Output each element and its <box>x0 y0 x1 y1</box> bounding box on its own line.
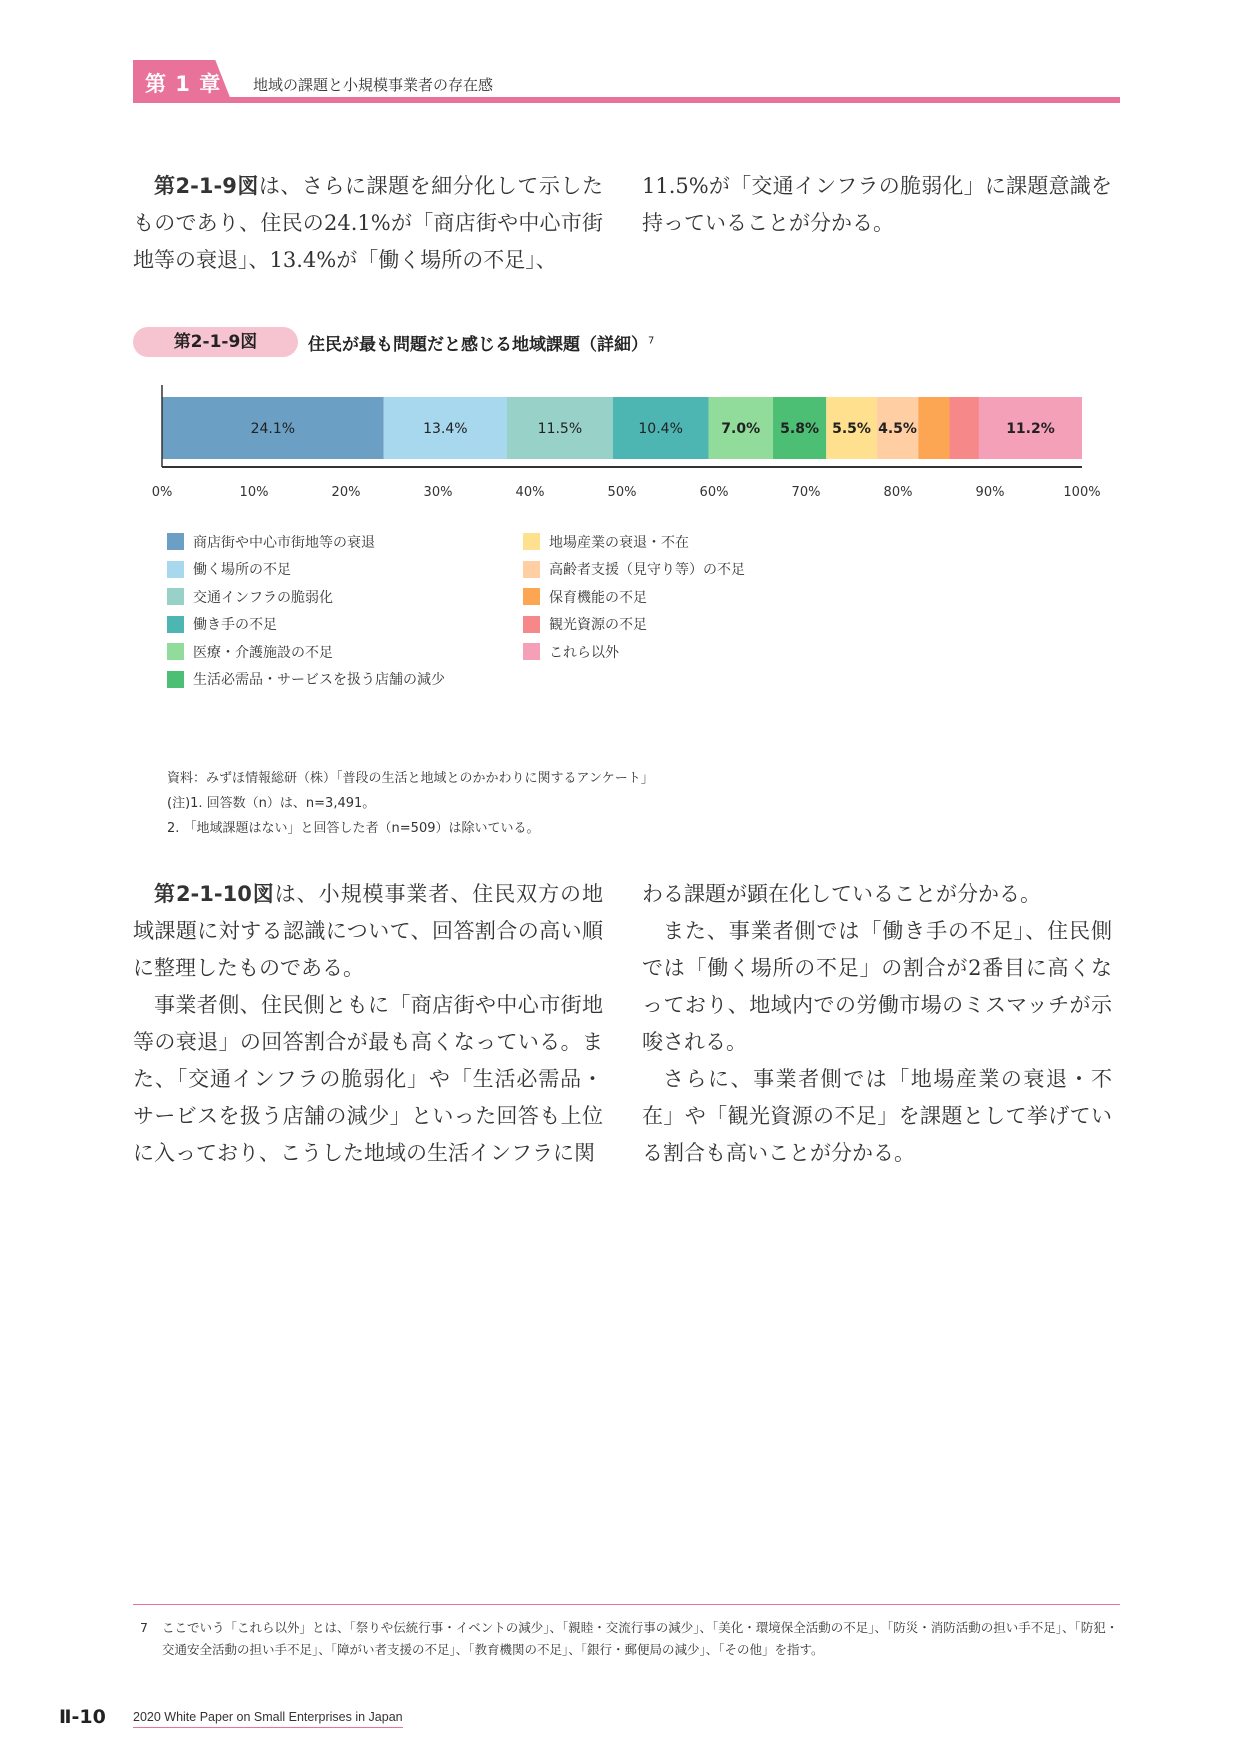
x-tick-label: 50% <box>607 485 637 500</box>
bar-segment-label-6: 5.8% <box>780 421 819 437</box>
legend-item <box>167 638 445 666</box>
legend-swatch <box>523 533 540 550</box>
x-tick-label: 40% <box>515 485 545 500</box>
legend-swatch <box>167 616 184 633</box>
legend-label: 働き手の不足 <box>193 617 277 634</box>
body-right-p2: さらに、事業者側では「地場産業の衰退・不在」や「観光資源の不足」を課題として挙げている割合も高いことが分かる。 <box>642 1067 1112 1165</box>
x-tick-label: 70% <box>791 485 821 500</box>
x-tick-label: 20% <box>331 485 361 500</box>
legend-item <box>523 556 745 584</box>
legend-label: これら以外 <box>549 644 619 661</box>
legend-label: 高齢者支援（見守り等）の不足 <box>549 562 745 579</box>
figure-notes <box>167 766 654 841</box>
source-note: 資料：みずほ情報総研（株）「普段の生活と地域とのかかわりに関するアンケート」 <box>167 771 654 786</box>
bar-segment-label-2: 13.4% <box>423 421 468 437</box>
body-right-p0: わる課題が顕在化していることが分かる。 <box>642 882 1041 906</box>
note-2: 2. 「地域課題はない」と回答した者（n=509）は除いている。 <box>167 821 540 836</box>
legend-swatch <box>523 561 540 578</box>
bar-segment-label-1: 24.1% <box>250 421 296 437</box>
chapter-tab <box>133 60 231 100</box>
x-tick-label: 10% <box>239 485 269 500</box>
legend-item <box>167 528 445 556</box>
figure-title-text: 住民が最も問題だと感じる地域課題（詳細） <box>308 335 648 355</box>
legend-label: 保育機能の不足 <box>549 589 647 606</box>
bar-segment-label-7: 5.5% <box>832 421 871 437</box>
footnote-text: ここでいう「これら以外」とは、「祭りや伝統行事・イベントの減少」、「親睦・交流行事の減少」、「美化・環境保全活動の不足」、「防災・消防活動の担い手不足」、「防犯・交通安全活動の担い手不足」、「障がい者支援の不足」、「教育機関の不足」、「銀行・郵便局の減少」、「その他」を指す。 <box>162 1620 1119 1657</box>
intro-right-text: 11.5%が「交通インフラの脆弱化」に課題意識を持っていることが分かる。 <box>642 174 1112 235</box>
legend-item <box>167 666 445 694</box>
legend-label: 地場産業の衰退・不在 <box>549 534 689 551</box>
body-right-p1: また、事業者側では「働き手の不足」、住民側では「働く場所の不足」の割合が2番目に高くなっており、地域内での労働市場のミスマッチが示唆される。 <box>642 919 1112 1054</box>
footnote-number: 7 <box>140 1620 148 1635</box>
x-tick-label: 30% <box>423 485 453 500</box>
legend-label: 医療・介護施設の不足 <box>193 644 333 661</box>
legend-right-column <box>523 528 745 666</box>
figure-title <box>308 330 654 355</box>
legend-item <box>523 528 745 556</box>
legend-label: 生活必需品・サービスを扱う店舗の減少 <box>193 672 445 689</box>
x-tick-label: 80% <box>883 485 913 500</box>
bar-segment-9 <box>918 397 949 459</box>
chapter-label: 第 1 章 <box>145 72 222 96</box>
legend-swatch <box>523 643 540 660</box>
legend-swatch <box>523 588 540 605</box>
legend-item <box>167 556 445 584</box>
bar-segment-label-3: 11.5% <box>537 421 583 437</box>
legend-label: 働く場所の不足 <box>193 562 291 579</box>
body-left-p1: は、小規模事業者、住民双方の地域課題に対する認識について、回答割合の高い順に整理したものである。 <box>133 882 603 980</box>
legend-left-column <box>167 528 445 693</box>
legend-item <box>167 583 445 611</box>
footnote <box>140 1617 1120 1661</box>
legend-item <box>523 583 745 611</box>
x-tick-label: 100% <box>1063 485 1101 500</box>
note-1: (注)1. 回答数（n）は、n=3,491。 <box>167 796 376 811</box>
stacked-bar-chart <box>150 385 1101 505</box>
legend-swatch <box>523 616 540 633</box>
figure-ref-2-1-10: 第2-1-10図 <box>154 882 275 906</box>
intro-left-text: は、さらに課題を細分化して示したものであり、住民の24.1%が「商店街や中心市街地等の衰退」、13.4%が「働く場所の不足」、 <box>133 174 603 272</box>
chart-bars <box>162 397 1082 459</box>
intro-right-column <box>642 168 1112 242</box>
body-left-p2: 事業者側、住民側ともに「商店街や中心市街地等の衰退」の回答割合が最も高くなっている。また、「交通インフラの脆弱化」や「生活必需品・サービスを扱う店舗の減少」といった回答も上位に入っており、こうした地域の生活インフラに関 <box>133 993 603 1165</box>
legend-swatch <box>167 533 184 550</box>
figure-title-footnote-ref: 7 <box>648 335 655 347</box>
x-axis-ticks <box>152 485 1101 500</box>
x-tick-label: 90% <box>975 485 1005 500</box>
body-left-column <box>133 876 603 1172</box>
legend-item <box>523 611 745 639</box>
legend-label: 交通インフラの脆弱化 <box>193 589 333 606</box>
footnote-rule <box>133 1604 1120 1605</box>
bar-segment-10 <box>950 397 979 459</box>
legend-swatch <box>167 671 184 688</box>
legend-swatch <box>167 561 184 578</box>
bar-segment-label-4: 10.4% <box>638 421 683 437</box>
body-right-column <box>642 876 1112 1172</box>
bar-segment-label-8: 4.5% <box>878 421 917 437</box>
legend-item <box>167 611 445 639</box>
intro-left-column <box>133 168 603 279</box>
chapter-title: 地域の課題と小規模事業者の存在感 <box>253 76 494 94</box>
x-tick-label: 0% <box>151 485 173 500</box>
header-rule <box>133 97 1120 103</box>
legend-swatch <box>167 643 184 660</box>
bar-segment-label-11: 11.2% <box>1006 421 1055 437</box>
page-number: Ⅱ-10 <box>59 1706 106 1728</box>
figure-ref-2-1-9: 第2-1-9図 <box>154 174 259 198</box>
legend-label: 商店街や中心市街地等の衰退 <box>193 534 375 551</box>
legend-item <box>523 638 745 666</box>
legend-swatch <box>167 588 184 605</box>
legend-label: 観光資源の不足 <box>549 617 647 634</box>
figure-badge: 第2-1-9図 <box>133 327 298 357</box>
publication-title: 2020 White Paper on Small Enterprises in Japan <box>133 1710 403 1728</box>
x-tick-label: 60% <box>699 485 729 500</box>
bar-segment-label-5: 7.0% <box>721 421 761 437</box>
